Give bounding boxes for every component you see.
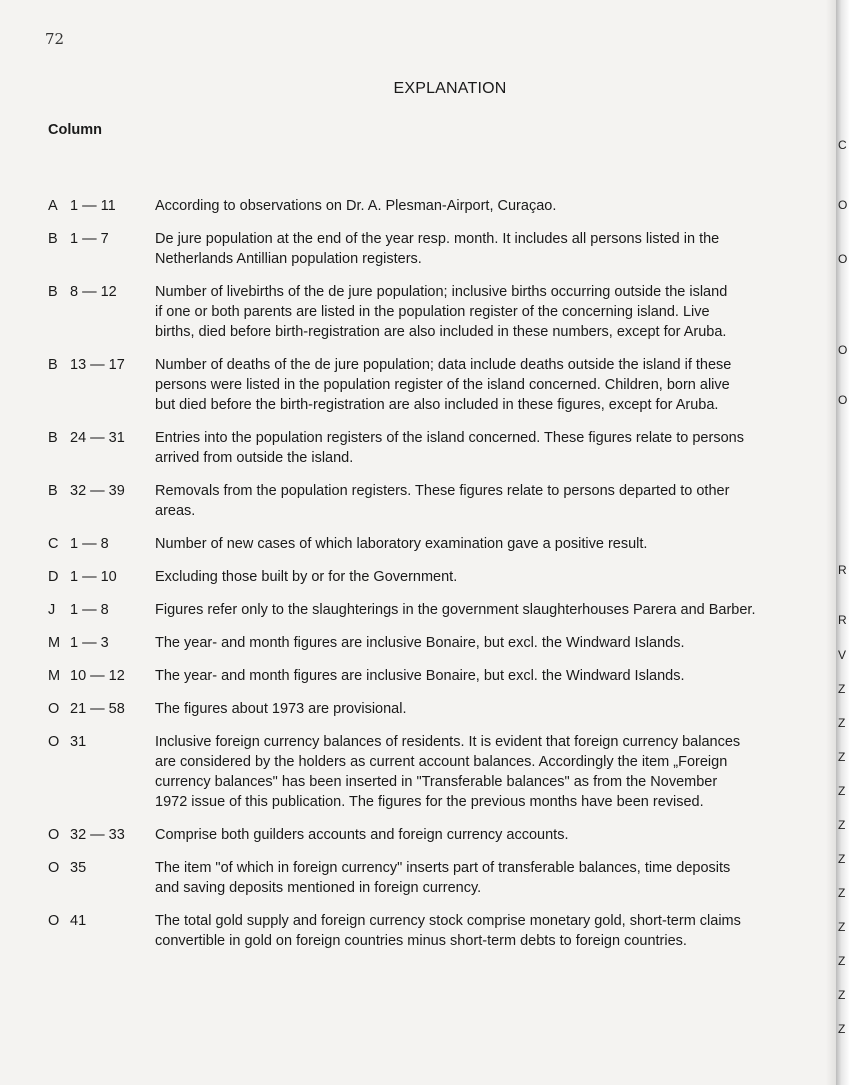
entry-text-line: Number of livebirths of the de jure population; inclusive births occurring outside the island xyxy=(155,284,728,300)
entry-text-line: arrived from outside the island. xyxy=(155,450,354,466)
explanation-entry xyxy=(0,229,820,269)
edge-letter: R xyxy=(838,563,847,577)
entry-text-line: currency balances" has been inserted in "Transferable balances" as from the November xyxy=(155,774,718,790)
entry-section: B xyxy=(48,430,58,446)
explanation-entry xyxy=(0,600,820,620)
entry-text-line: The figures about 1973 are provisional. xyxy=(155,701,407,717)
entry-text-line: The item "of which in foreign currency" inserts part of transferable balances, time deposits xyxy=(155,860,731,876)
explanation-entry xyxy=(0,633,820,653)
entry-text-line: Number of deaths of the de jure population; data include deaths outside the island if these xyxy=(155,357,732,373)
entry-text-line: 1972 issue of this publication. The figures for the previous months have been revised. xyxy=(155,794,704,810)
column-header: Column xyxy=(48,122,102,138)
explanation-entry xyxy=(0,666,820,686)
edge-letter: Z xyxy=(838,1022,846,1036)
explanation-entry xyxy=(0,699,820,719)
entry-text-line: The year- and month figures are inclusive Bonaire, but excl. the Windward Islands. xyxy=(155,635,685,651)
explanation-entry xyxy=(0,911,820,951)
entry-column-range: 1 — 11 xyxy=(70,198,116,214)
edge-letter: Z xyxy=(838,682,846,696)
entry-text-line: areas. xyxy=(155,503,196,519)
entry-text xyxy=(155,534,815,554)
edge-letter: Z xyxy=(838,886,846,900)
page-title: EXPLANATION xyxy=(393,80,507,97)
entry-column-range: 10 — 12 xyxy=(70,668,125,684)
entry-column-range: 32 — 33 xyxy=(70,827,125,843)
edge-letter: O xyxy=(838,252,848,266)
entry-column-range: 13 — 17 xyxy=(70,357,125,373)
entry-text xyxy=(155,911,815,951)
entry-section: B xyxy=(48,231,58,247)
adjacent-page-edge xyxy=(836,0,850,1085)
entry-text-line: Inclusive foreign currency balances of residents. It is evident that foreign currency balances xyxy=(155,734,741,750)
entry-text-line: Comprise both guilders accounts and foreign currency accounts. xyxy=(155,827,569,843)
edge-letter: Z xyxy=(838,784,846,798)
edge-letter: Z xyxy=(838,852,846,866)
entry-column-range: 1 — 8 xyxy=(70,536,109,552)
entry-text-line: if one or both parents are listed in the population register of the concerning island. Live xyxy=(155,304,710,320)
entry-text-line: Number of new cases of which laboratory examination gave a positive result. xyxy=(155,536,648,552)
edge-letter: O xyxy=(838,198,848,212)
entry-section: O xyxy=(48,860,60,876)
entry-text-line: Netherlands Antillian population registers. xyxy=(155,251,422,267)
entry-text-line: The total gold supply and foreign currency stock comprise monetary gold, short-term claims xyxy=(155,913,741,929)
explanation-entry xyxy=(0,534,820,554)
entry-column-range: 35 xyxy=(70,860,87,876)
edge-letter: R xyxy=(838,613,847,627)
entry-section: D xyxy=(48,569,59,585)
entry-text-line: According to observations on Dr. A. Plesman-Airport, Curaçao. xyxy=(155,198,557,214)
entry-section: B xyxy=(48,284,58,300)
entry-text xyxy=(155,567,815,587)
entry-text xyxy=(155,858,815,898)
entry-column-range: 21 — 58 xyxy=(70,701,125,717)
edge-letter: C xyxy=(838,138,847,152)
entry-text-line: and saving deposits mentioned in foreign currency. xyxy=(155,880,482,896)
edge-letter: O xyxy=(838,343,848,357)
entry-text xyxy=(155,732,815,812)
explanation-entry xyxy=(0,196,820,216)
page-number: 72 xyxy=(45,30,65,48)
explanation-entry xyxy=(0,355,820,415)
entry-text xyxy=(155,196,815,216)
explanation-entry xyxy=(0,825,820,845)
entry-section: B xyxy=(48,483,58,499)
entry-text xyxy=(155,633,815,653)
entry-section: A xyxy=(48,198,58,214)
entry-text-line: Excluding those built by or for the Government. xyxy=(155,569,458,585)
edge-letter: Z xyxy=(838,920,846,934)
entry-text-line: Figures refer only to the slaughterings in the government slaughterhouses Parera and Barber. xyxy=(155,602,756,618)
entry-section: O xyxy=(48,913,60,929)
entry-text xyxy=(155,699,815,719)
entry-section: M xyxy=(48,668,61,684)
entry-section: O xyxy=(48,701,60,717)
edge-letter: Z xyxy=(838,988,846,1002)
entry-section: M xyxy=(48,635,61,651)
explanation-entry xyxy=(0,481,820,521)
entry-text xyxy=(155,428,815,468)
edge-letter: Z xyxy=(838,818,846,832)
entry-text xyxy=(155,229,815,269)
entry-text-line: are considered by the holders as current account balances. Accordingly the item „Foreign xyxy=(155,754,728,770)
edge-letter: Z xyxy=(838,954,846,968)
explanation-entry xyxy=(0,282,820,342)
entry-text xyxy=(155,282,815,342)
entry-column-range: 1 — 7 xyxy=(70,231,109,247)
entry-column-range: 1 — 3 xyxy=(70,635,109,651)
explanation-entry xyxy=(0,858,820,898)
entry-text-line: Entries into the population registers of the island concerned. These figures relate to persons xyxy=(155,430,744,446)
entry-column-range: 8 — 12 xyxy=(70,284,117,300)
entry-column-range: 24 — 31 xyxy=(70,430,125,446)
entry-text xyxy=(155,355,815,415)
entry-text xyxy=(155,600,815,620)
edge-letter: Z xyxy=(838,750,846,764)
explanation-entry xyxy=(0,428,820,468)
entry-text-line: births, died before birth-registration are also included in these numbers, except for Aruba. xyxy=(155,324,727,340)
entry-text xyxy=(155,825,815,845)
entry-column-range: 41 xyxy=(70,913,87,929)
entry-text-line: De jure population at the end of the year resp. month. It includes all persons listed in the xyxy=(155,231,720,247)
entry-text-line: persons were listed in the population register of the island concerned. Children, born alive xyxy=(155,377,730,393)
edge-letter: Z xyxy=(838,716,846,730)
entry-text-line: but died before the birth-registration are also included in these figures, except for Aruba. xyxy=(155,397,719,413)
entry-section: O xyxy=(48,734,60,750)
entry-section: C xyxy=(48,536,59,552)
explanation-entry xyxy=(0,732,820,812)
entry-section: J xyxy=(48,602,56,618)
edge-letter: V xyxy=(838,648,847,662)
entry-column-range: 32 — 39 xyxy=(70,483,125,499)
entry-column-range: 1 — 8 xyxy=(70,602,109,618)
entry-text-line: The year- and month figures are inclusive Bonaire, but excl. the Windward Islands. xyxy=(155,668,685,684)
entry-text-line: convertible in gold on foreign countries minus short-term debts to foreign countries. xyxy=(155,933,687,949)
edge-letter: O xyxy=(838,393,848,407)
explanation-entry xyxy=(0,567,820,587)
entry-text xyxy=(155,481,815,521)
explanation-list xyxy=(0,196,820,951)
entry-column-range: 1 — 10 xyxy=(70,569,117,585)
entry-column-range: 31 xyxy=(70,734,87,750)
entry-text xyxy=(155,666,815,686)
entry-text-line: Removals from the population registers. These figures relate to persons departed to other xyxy=(155,483,730,499)
entry-section: O xyxy=(48,827,60,843)
entry-section: B xyxy=(48,357,58,373)
